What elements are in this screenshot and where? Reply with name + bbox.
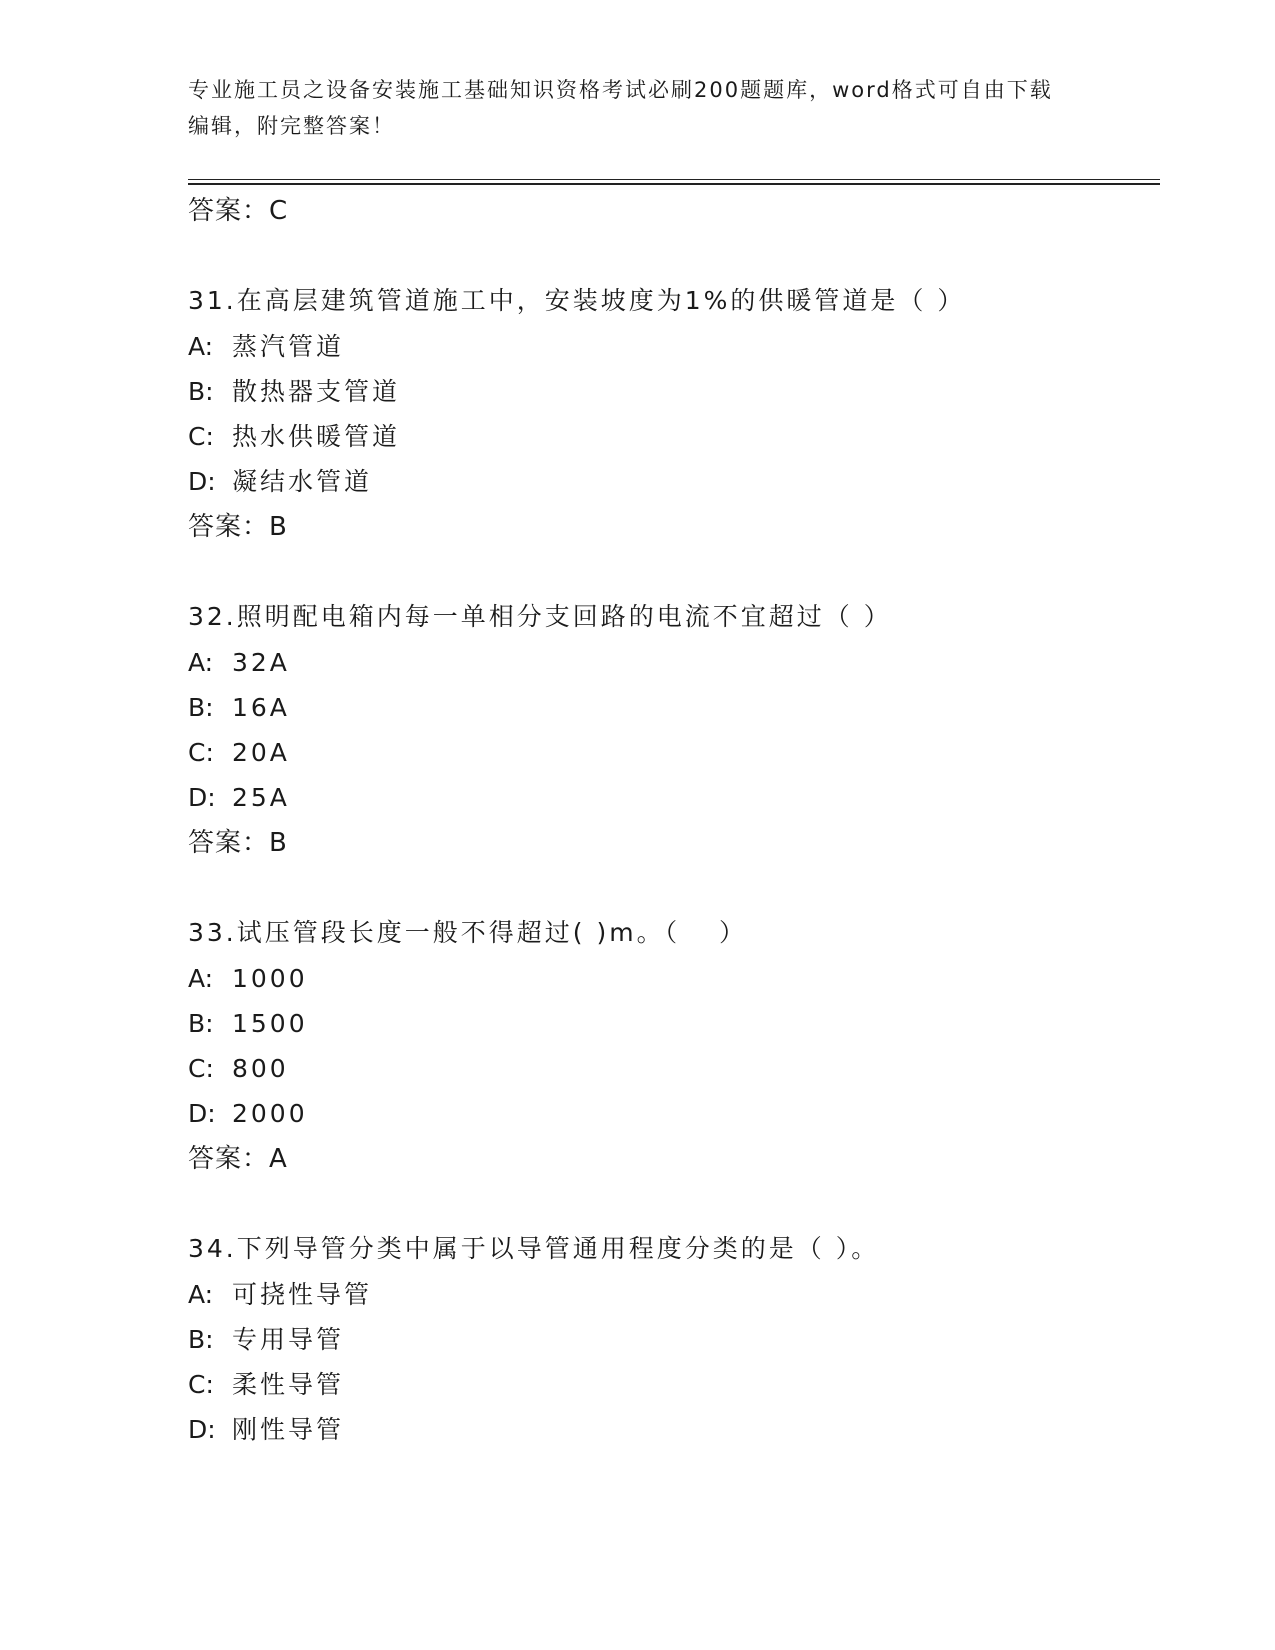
option-c (188, 730, 1148, 775)
option-text: 1500 (232, 1009, 308, 1038)
option-c (188, 1046, 1148, 1091)
option-key: D: (188, 783, 216, 812)
option-a (188, 1272, 1148, 1317)
option-text: 可挠性导管 (232, 1280, 373, 1309)
option-c (188, 1362, 1148, 1407)
option-d (188, 459, 1148, 504)
option-d (188, 775, 1148, 820)
question-stem: 31.在高层建筑管道施工中，安装坡度为1%的供暖管道是（ ） (188, 286, 966, 315)
header-divider-thick (188, 183, 1160, 185)
option-key: C: (188, 422, 214, 451)
option-text: 800 (232, 1054, 289, 1083)
option-a (188, 956, 1148, 1001)
option-a (188, 640, 1148, 685)
previous-answer: 答案：C (188, 196, 289, 226)
question-33 (188, 910, 1148, 1182)
header-divider-thin (188, 179, 1160, 180)
option-key: D: (188, 1099, 216, 1128)
answer: 答案：A (188, 1144, 288, 1174)
option-key: C: (188, 1370, 214, 1399)
option-text: 凝结水管道 (232, 467, 373, 496)
option-text: 32A (232, 648, 290, 677)
option-b (188, 685, 1148, 730)
option-key: A: (188, 332, 214, 361)
option-text: 散热器支管道 (232, 377, 401, 406)
option-key: B: (188, 693, 214, 722)
option-b (188, 1317, 1148, 1362)
option-text: 柔性导管 (232, 1370, 345, 1399)
option-a (188, 324, 1148, 369)
question-stem: 34.下列导管分类中属于以导管通用程度分类的是（ ）。 (188, 1234, 880, 1263)
option-d (188, 1091, 1148, 1136)
option-text: 25A (232, 783, 290, 812)
question-34 (188, 1226, 1148, 1452)
option-key: A: (188, 964, 214, 993)
option-c (188, 414, 1148, 459)
document-header: 专业施工员之设备安装施工基础知识资格考试必刷200题题库，word格式可自由下载编辑，附完整答案！ (188, 78, 1053, 138)
option-text: 1000 (232, 964, 308, 993)
option-text: 20A (232, 738, 290, 767)
option-key: C: (188, 1054, 214, 1083)
option-key: D: (188, 467, 216, 496)
option-key: A: (188, 648, 214, 677)
option-d (188, 1407, 1148, 1452)
option-key: A: (188, 1280, 214, 1309)
option-text: 16A (232, 693, 290, 722)
option-key: B: (188, 377, 214, 406)
question-31 (188, 278, 1148, 550)
answer: 答案：B (188, 828, 288, 858)
question-32 (188, 594, 1148, 866)
option-text: 刚性导管 (232, 1415, 345, 1444)
question-stem: 33.试压管段长度一般不得超过( )m。（ ） (188, 918, 748, 947)
option-text: 蒸汽管道 (232, 332, 345, 361)
option-key: B: (188, 1009, 214, 1038)
option-text: 2000 (232, 1099, 308, 1128)
question-list (188, 188, 1148, 1452)
option-text: 专用导管 (232, 1325, 345, 1354)
option-key: D: (188, 1415, 216, 1444)
option-b (188, 1001, 1148, 1046)
option-key: C: (188, 738, 214, 767)
option-text: 热水供暖管道 (232, 422, 401, 451)
option-key: B: (188, 1325, 214, 1354)
question-stem: 32.照明配电箱内每一单相分支回路的电流不宜超过（ ） (188, 602, 892, 631)
answer: 答案：B (188, 512, 288, 542)
option-b (188, 369, 1148, 414)
